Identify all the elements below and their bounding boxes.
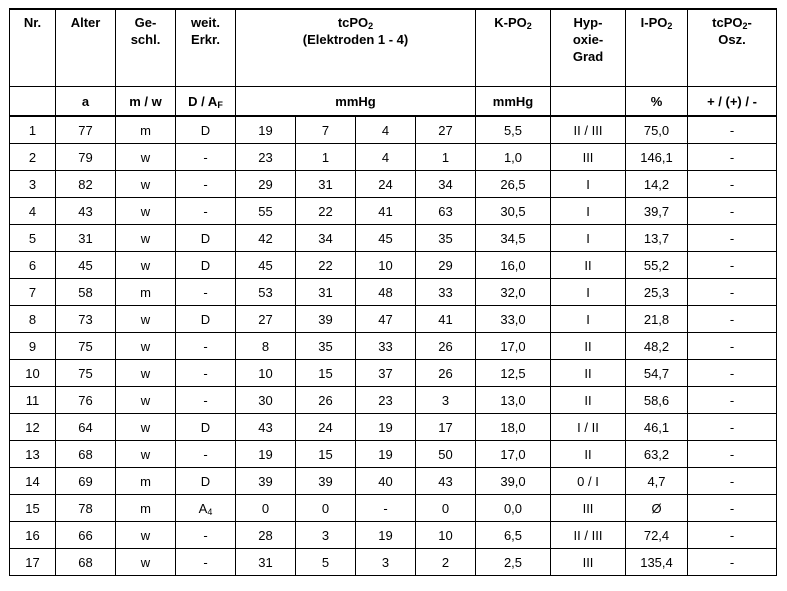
cell-nr: 2 xyxy=(10,144,56,171)
cell-kpo2: 1,0 xyxy=(476,144,551,171)
cell-ipo2: 135,4 xyxy=(626,549,688,576)
cell-nr: 17 xyxy=(10,549,56,576)
cell-weitere-erkrankungen: D xyxy=(176,225,236,252)
table-row xyxy=(10,522,777,549)
cell-tcpo2-e1: 27 xyxy=(236,306,296,333)
cell-geschlecht: w xyxy=(116,198,176,225)
table-body xyxy=(10,116,777,576)
cell-geschlecht: w xyxy=(116,306,176,333)
cell-geschlecht: w xyxy=(116,144,176,171)
cell-ipo2: Ø xyxy=(626,495,688,522)
cell-tcpo2-e1: 28 xyxy=(236,522,296,549)
cell-kpo2: 18,0 xyxy=(476,414,551,441)
cell-weitere-erkrankungen: $A_4$ xyxy=(176,495,236,522)
cell-alter: 45 xyxy=(56,252,116,279)
cell-tcpo2-e3: 23 xyxy=(356,387,416,414)
cell-tcpo2-e2: 39 xyxy=(296,306,356,333)
cell-geschlecht: w xyxy=(116,387,176,414)
cell-kpo2: 39,0 xyxy=(476,468,551,495)
header-hypoxie-grad: Hyp- oxie- Grad xyxy=(551,9,626,87)
cell-tcpo2-e2: 31 xyxy=(296,171,356,198)
cell-tcpo2-e4: 26 xyxy=(416,360,476,387)
cell-tcpo2-osz: - xyxy=(688,116,777,144)
cell-hypoxie-grad: I / II xyxy=(551,414,626,441)
cell-geschlecht: m xyxy=(116,116,176,144)
table-row xyxy=(10,116,777,144)
table-row xyxy=(10,441,777,468)
unit-hypoxie-grad xyxy=(551,87,626,117)
cell-nr: 9 xyxy=(10,333,56,360)
cell-kpo2: 32,0 xyxy=(476,279,551,306)
cell-kpo2: 13,0 xyxy=(476,387,551,414)
cell-tcpo2-e1: 53 xyxy=(236,279,296,306)
cell-weitere-erkrankungen: D xyxy=(176,252,236,279)
cell-alter: 58 xyxy=(56,279,116,306)
cell-weitere-erkrankungen: D xyxy=(176,414,236,441)
cell-alter: 69 xyxy=(56,468,116,495)
cell-tcpo2-e3: 33 xyxy=(356,333,416,360)
cell-tcpo2-osz: - xyxy=(688,225,777,252)
table-row xyxy=(10,360,777,387)
cell-tcpo2-osz: - xyxy=(688,387,777,414)
cell-tcpo2-e4: 2 xyxy=(416,549,476,576)
cell-kpo2: 17,0 xyxy=(476,441,551,468)
header-kpo2: $K-PO_2$ xyxy=(476,9,551,87)
cell-tcpo2-e3: 24 xyxy=(356,171,416,198)
cell-ipo2: 25,3 xyxy=(626,279,688,306)
cell-kpo2: 2,5 xyxy=(476,549,551,576)
cell-tcpo2-e1: 45 xyxy=(236,252,296,279)
cell-tcpo2-e4: 3 xyxy=(416,387,476,414)
cell-nr: 1 xyxy=(10,116,56,144)
unit-kpo2: mmHg xyxy=(476,87,551,117)
cell-geschlecht: w xyxy=(116,360,176,387)
cell-ipo2: 72,4 xyxy=(626,522,688,549)
unit-ipo2: % xyxy=(626,87,688,117)
cell-ipo2: 146,1 xyxy=(626,144,688,171)
cell-nr: 5 xyxy=(10,225,56,252)
cell-alter: 76 xyxy=(56,387,116,414)
cell-tcpo2-e3: 48 xyxy=(356,279,416,306)
header-ipo2: $I-PO_2$ xyxy=(626,9,688,87)
cell-hypoxie-grad: III xyxy=(551,549,626,576)
cell-kpo2: 5,5 xyxy=(476,116,551,144)
cell-geschlecht: m xyxy=(116,468,176,495)
cell-kpo2: 17,0 xyxy=(476,333,551,360)
units-row xyxy=(10,87,777,117)
cell-weitere-erkrankungen: - xyxy=(176,198,236,225)
cell-tcpo2-e3: 47 xyxy=(356,306,416,333)
cell-kpo2: 33,0 xyxy=(476,306,551,333)
cell-geschlecht: w xyxy=(116,549,176,576)
cell-tcpo2-e3: 3 xyxy=(356,549,416,576)
cell-tcpo2-osz: - xyxy=(688,306,777,333)
table-row xyxy=(10,279,777,306)
cell-tcpo2-e4: 29 xyxy=(416,252,476,279)
header-alter: Alter xyxy=(56,9,116,87)
cell-kpo2: 16,0 xyxy=(476,252,551,279)
cell-geschlecht: m xyxy=(116,495,176,522)
cell-nr: 7 xyxy=(10,279,56,306)
cell-alter: 64 xyxy=(56,414,116,441)
cell-tcpo2-e1: 19 xyxy=(236,116,296,144)
cell-tcpo2-e2: 1 xyxy=(296,144,356,171)
cell-hypoxie-grad: II xyxy=(551,252,626,279)
cell-tcpo2-osz: - xyxy=(688,279,777,306)
cell-hypoxie-grad: I xyxy=(551,306,626,333)
cell-alter: 79 xyxy=(56,144,116,171)
cell-hypoxie-grad: I xyxy=(551,225,626,252)
cell-tcpo2-e1: 29 xyxy=(236,171,296,198)
cell-nr: 13 xyxy=(10,441,56,468)
cell-kpo2: 30,5 xyxy=(476,198,551,225)
header-nr: Nr. xyxy=(10,9,56,87)
cell-tcpo2-e3: 19 xyxy=(356,414,416,441)
unit-weitere-erkrankungen: D / $A_F$ xyxy=(176,87,236,117)
cell-tcpo2-osz: - xyxy=(688,522,777,549)
cell-tcpo2-e2: 35 xyxy=(296,333,356,360)
cell-tcpo2-e2: 31 xyxy=(296,279,356,306)
cell-tcpo2-e3: 40 xyxy=(356,468,416,495)
cell-tcpo2-osz: - xyxy=(688,171,777,198)
header-row xyxy=(10,9,777,87)
cell-tcpo2-osz: - xyxy=(688,360,777,387)
cell-weitere-erkrankungen: D xyxy=(176,306,236,333)
cell-tcpo2-e1: 55 xyxy=(236,198,296,225)
cell-nr: 16 xyxy=(10,522,56,549)
cell-tcpo2-e1: 30 xyxy=(236,387,296,414)
cell-ipo2: 46,1 xyxy=(626,414,688,441)
cell-geschlecht: w xyxy=(116,522,176,549)
cell-nr: 8 xyxy=(10,306,56,333)
cell-alter: 77 xyxy=(56,116,116,144)
cell-alter: 75 xyxy=(56,360,116,387)
table-row xyxy=(10,225,777,252)
table-row xyxy=(10,198,777,225)
table-row xyxy=(10,333,777,360)
cell-tcpo2-e4: 41 xyxy=(416,306,476,333)
cell-alter: 82 xyxy=(56,171,116,198)
cell-tcpo2-e1: 42 xyxy=(236,225,296,252)
cell-hypoxie-grad: III xyxy=(551,144,626,171)
cell-tcpo2-osz: - xyxy=(688,441,777,468)
cell-hypoxie-grad: II / III xyxy=(551,116,626,144)
cell-weitere-erkrankungen: - xyxy=(176,279,236,306)
cell-nr: 11 xyxy=(10,387,56,414)
cell-tcpo2-e4: 0 xyxy=(416,495,476,522)
table-row xyxy=(10,549,777,576)
cell-ipo2: 13,7 xyxy=(626,225,688,252)
cell-tcpo2-e4: 1 xyxy=(416,144,476,171)
cell-tcpo2-e4: 27 xyxy=(416,116,476,144)
cell-alter: 43 xyxy=(56,198,116,225)
cell-ipo2: 75,0 xyxy=(626,116,688,144)
data-table-wrapper xyxy=(9,8,777,576)
table-row xyxy=(10,171,777,198)
cell-tcpo2-e4: 50 xyxy=(416,441,476,468)
cell-geschlecht: w xyxy=(116,414,176,441)
header-weitere-erkrankungen: weit. Erkr. xyxy=(176,9,236,87)
cell-alter: 68 xyxy=(56,549,116,576)
cell-tcpo2-osz: - xyxy=(688,414,777,441)
cell-weitere-erkrankungen: - xyxy=(176,522,236,549)
cell-geschlecht: w xyxy=(116,333,176,360)
cell-tcpo2-e2: 3 xyxy=(296,522,356,549)
cell-tcpo2-e1: 23 xyxy=(236,144,296,171)
cell-alter: 31 xyxy=(56,225,116,252)
unit-nr xyxy=(10,87,56,117)
cell-ipo2: 48,2 xyxy=(626,333,688,360)
cell-weitere-erkrankungen: - xyxy=(176,171,236,198)
cell-tcpo2-e3: 37 xyxy=(356,360,416,387)
cell-tcpo2-e2: 7 xyxy=(296,116,356,144)
cell-weitere-erkrankungen: - xyxy=(176,360,236,387)
unit-tcpo2-osz: + / (+) / - xyxy=(688,87,777,117)
cell-ipo2: 14,2 xyxy=(626,171,688,198)
cell-weitere-erkrankungen: D xyxy=(176,116,236,144)
cell-alter: 66 xyxy=(56,522,116,549)
table-row xyxy=(10,144,777,171)
cell-tcpo2-e3: 4 xyxy=(356,144,416,171)
table-row xyxy=(10,468,777,495)
cell-kpo2: 26,5 xyxy=(476,171,551,198)
table-row xyxy=(10,495,777,522)
cell-ipo2: 4,7 xyxy=(626,468,688,495)
cell-nr: 3 xyxy=(10,171,56,198)
cell-hypoxie-grad: II / III xyxy=(551,522,626,549)
cell-nr: 12 xyxy=(10,414,56,441)
cell-alter: 73 xyxy=(56,306,116,333)
patient-data-table xyxy=(9,8,777,576)
cell-tcpo2-e2: 34 xyxy=(296,225,356,252)
cell-tcpo2-e2: 22 xyxy=(296,252,356,279)
cell-tcpo2-osz: - xyxy=(688,144,777,171)
cell-alter: 68 xyxy=(56,441,116,468)
cell-tcpo2-e4: 43 xyxy=(416,468,476,495)
table-row xyxy=(10,306,777,333)
cell-kpo2: 34,5 xyxy=(476,225,551,252)
cell-hypoxie-grad: II xyxy=(551,441,626,468)
cell-hypoxie-grad: II xyxy=(551,360,626,387)
cell-tcpo2-e3: 10 xyxy=(356,252,416,279)
cell-tcpo2-e3: - xyxy=(356,495,416,522)
cell-tcpo2-e3: 19 xyxy=(356,441,416,468)
cell-nr: 4 xyxy=(10,198,56,225)
header-tcpo2: tcPO$_2$ (Elektroden 1 - 4) xyxy=(236,9,476,87)
cell-nr: 15 xyxy=(10,495,56,522)
cell-geschlecht: w xyxy=(116,171,176,198)
cell-nr: 10 xyxy=(10,360,56,387)
cell-ipo2: 21,8 xyxy=(626,306,688,333)
unit-alter: a xyxy=(56,87,116,117)
table-row xyxy=(10,414,777,441)
cell-tcpo2-osz: - xyxy=(688,198,777,225)
cell-weitere-erkrankungen: - xyxy=(176,144,236,171)
cell-tcpo2-e3: 41 xyxy=(356,198,416,225)
cell-ipo2: 55,2 xyxy=(626,252,688,279)
cell-hypoxie-grad: II xyxy=(551,333,626,360)
cell-tcpo2-e2: 24 xyxy=(296,414,356,441)
cell-kpo2: 6,5 xyxy=(476,522,551,549)
cell-tcpo2-osz: - xyxy=(688,252,777,279)
cell-nr: 14 xyxy=(10,468,56,495)
cell-weitere-erkrankungen: - xyxy=(176,441,236,468)
cell-tcpo2-e4: 10 xyxy=(416,522,476,549)
cell-tcpo2-osz: - xyxy=(688,333,777,360)
cell-hypoxie-grad: III xyxy=(551,495,626,522)
cell-kpo2: 12,5 xyxy=(476,360,551,387)
cell-tcpo2-e1: 8 xyxy=(236,333,296,360)
table-row xyxy=(10,252,777,279)
cell-tcpo2-e1: 19 xyxy=(236,441,296,468)
cell-tcpo2-e1: 0 xyxy=(236,495,296,522)
cell-tcpo2-osz: - xyxy=(688,468,777,495)
cell-tcpo2-e1: 31 xyxy=(236,549,296,576)
cell-weitere-erkrankungen: - xyxy=(176,549,236,576)
cell-tcpo2-e2: 39 xyxy=(296,468,356,495)
cell-tcpo2-e4: 63 xyxy=(416,198,476,225)
cell-hypoxie-grad: II xyxy=(551,387,626,414)
cell-nr: 6 xyxy=(10,252,56,279)
cell-tcpo2-e3: 4 xyxy=(356,116,416,144)
cell-ipo2: 63,2 xyxy=(626,441,688,468)
cell-tcpo2-e2: 5 xyxy=(296,549,356,576)
cell-tcpo2-e4: 33 xyxy=(416,279,476,306)
cell-ipo2: 39,7 xyxy=(626,198,688,225)
header-geschlecht: Ge- schl. xyxy=(116,9,176,87)
cell-tcpo2-osz: - xyxy=(688,495,777,522)
cell-tcpo2-e1: 10 xyxy=(236,360,296,387)
cell-geschlecht: w xyxy=(116,252,176,279)
cell-alter: 78 xyxy=(56,495,116,522)
cell-hypoxie-grad: I xyxy=(551,198,626,225)
cell-alter: 75 xyxy=(56,333,116,360)
cell-geschlecht: w xyxy=(116,441,176,468)
cell-tcpo2-e4: 17 xyxy=(416,414,476,441)
cell-weitere-erkrankungen: - xyxy=(176,333,236,360)
cell-hypoxie-grad: 0 / I xyxy=(551,468,626,495)
cell-geschlecht: m xyxy=(116,279,176,306)
cell-hypoxie-grad: I xyxy=(551,171,626,198)
cell-tcpo2-e2: 26 xyxy=(296,387,356,414)
cell-hypoxie-grad: I xyxy=(551,279,626,306)
cell-tcpo2-e2: 0 xyxy=(296,495,356,522)
cell-tcpo2-e2: 15 xyxy=(296,441,356,468)
header-tcpo2-osz: tcPO$_2$- Osz. xyxy=(688,9,777,87)
cell-tcpo2-e4: 34 xyxy=(416,171,476,198)
table-row xyxy=(10,387,777,414)
cell-ipo2: 58,6 xyxy=(626,387,688,414)
cell-tcpo2-osz: - xyxy=(688,549,777,576)
cell-weitere-erkrankungen: - xyxy=(176,387,236,414)
cell-weitere-erkrankungen: D xyxy=(176,468,236,495)
cell-kpo2: 0,0 xyxy=(476,495,551,522)
unit-tcpo2: mmHg xyxy=(236,87,476,117)
cell-tcpo2-e3: 45 xyxy=(356,225,416,252)
cell-tcpo2-e2: 15 xyxy=(296,360,356,387)
cell-tcpo2-e4: 35 xyxy=(416,225,476,252)
cell-tcpo2-e4: 26 xyxy=(416,333,476,360)
cell-tcpo2-e2: 22 xyxy=(296,198,356,225)
cell-ipo2: 54,7 xyxy=(626,360,688,387)
cell-tcpo2-e3: 19 xyxy=(356,522,416,549)
cell-tcpo2-e1: 39 xyxy=(236,468,296,495)
unit-geschlecht: m / w xyxy=(116,87,176,117)
cell-geschlecht: w xyxy=(116,225,176,252)
cell-tcpo2-e1: 43 xyxy=(236,414,296,441)
